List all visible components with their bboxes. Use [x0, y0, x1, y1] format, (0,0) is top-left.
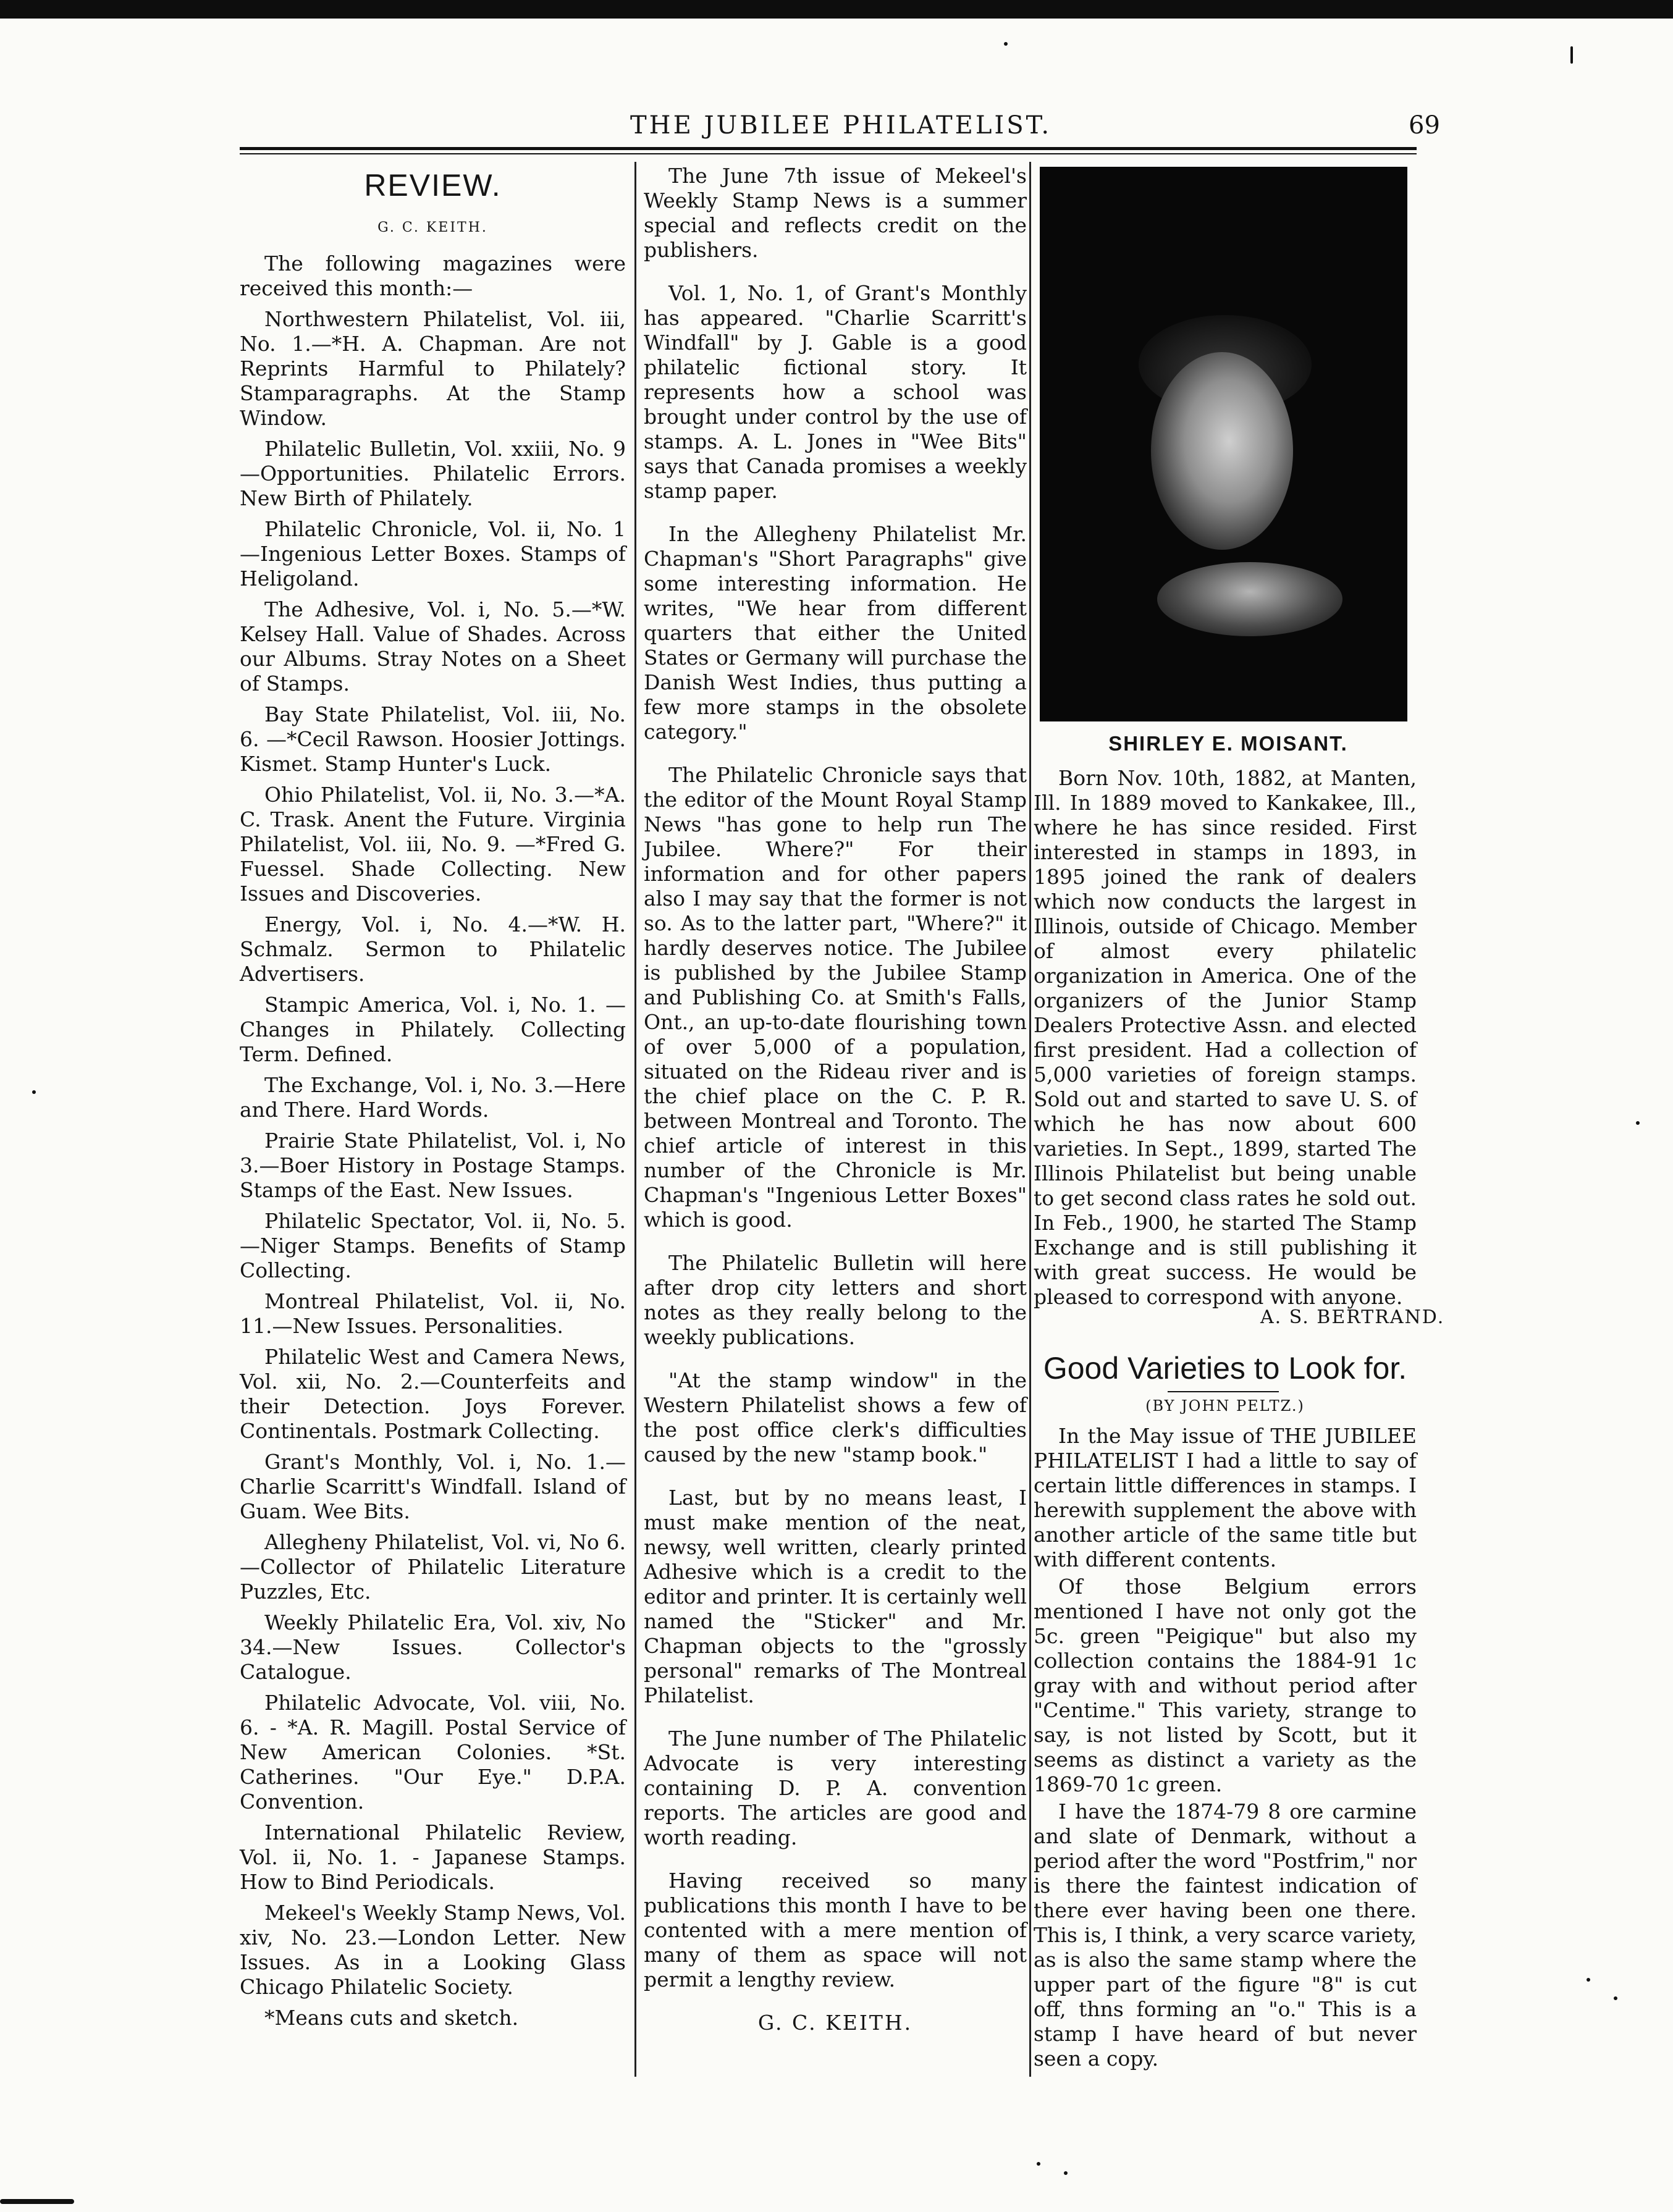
review-entry: Allegheny Philatelist, Vol. vi, No 6.—Collector of Philatelic Literature Puzzles, Etc. [240, 1530, 626, 1604]
portrait-collar [1157, 562, 1342, 636]
review-entry: International Philatelic Review, Vol. ii, No. 1. - Japanese Stamps. How to Bind Periodicals. [240, 1820, 626, 1894]
portrait-caption: SHIRLEY E. MOISANT. [1108, 732, 1348, 755]
good-varieties-rule [1168, 1391, 1279, 1392]
header-rule-thin [240, 153, 1417, 154]
scan-speck [1064, 2171, 1068, 2175]
scan-border-top [0, 0, 1673, 19]
review-entry: Energy, Vol. i, No. 4.—*W. H. Schmalz. Sermon to Philatelic Advertisers. [240, 912, 626, 986]
review-entry: Prairie State Philatelist, Vol. i, No 3.—Boer History in Postage Stamps. Stamps of the East. New Issues. [240, 1129, 626, 1202]
review-paragraph: The June number of The Philatelic Advocate is very interesting containing D. P. A. convention reports. The articles are good and worth reading. [644, 1726, 1027, 1849]
portrait-face [1151, 352, 1293, 550]
review-entry: Stampic America, Vol. i, No. 1. —Changes in Philately. Collecting Term. Defined. [240, 993, 626, 1066]
review-entry: The Adhesive, Vol. i, No. 5.—*W. Kelsey Hall. Value of Shades. Across our Albums. Stray Notes on a Sheet of Stamps. [240, 597, 626, 696]
scan-speck [1570, 46, 1573, 64]
column-divider-right [1029, 162, 1031, 2077]
good-varieties-byline: (BY JOHN PELTZ.) [1145, 1397, 1305, 1415]
review-entry: Philatelic West and Camera News, Vol. xii, No. 2.—Counterfeits and their Detection. Joys Forever. Continentals. Postmark Collecting. [240, 1345, 626, 1443]
good-varieties-paragraph: I have the 1874-79 8 ore carmine and slate of Denmark, without a period after the word "Postfrim," nor is there the faintest indication of there ever having been one there. This is, I think, a very scarce variety, as is also the same stamp where the upper part of the figure "8" is cut off, thns forming an "o." This is a stamp I have heard of but never seen a copy. [1034, 1799, 1417, 2071]
scan-speck [1037, 2162, 1040, 2166]
review-byline: G. C. KEITH. [377, 220, 488, 235]
page-number: 69 [1409, 111, 1440, 140]
scan-speck [0, 2199, 74, 2204]
review-entry: Northwestern Philatelist, Vol. iii, No. 1.—*H. A. Chapman. Are not Reprints Harmful to Philately? Stamparagraphs. At the Stamp Window. [240, 307, 626, 430]
review-paragraph: "At the stamp window" in the Western Philatelist shows a few of the post office clerk's difficulties caused by the new "stamp book." [644, 1368, 1027, 1466]
good-varieties-column [1034, 1424, 1417, 2074]
good-varieties-paragraph: In the May issue of THE JUBILEE PHILATELIST I had a little to say of certain little differences in stamps. I herewith supplement the above with another article of the same title but with different contents. [1034, 1424, 1417, 1571]
review-title: REVIEW. [364, 168, 502, 203]
scan-speck [1636, 1121, 1640, 1125]
review-entry: Weekly Philatelic Era, Vol. xiv, No 34.—New Issues. Collector's Catalogue. [240, 1610, 626, 1684]
review-column [240, 164, 626, 2037]
review-entry: Philatelic Spectator, Vol. ii, No. 5.—Niger Stamps. Benefits of Stamp Collecting. [240, 1209, 626, 1282]
review-entry: Montreal Philatelist, Vol. ii, No. 11.—New Issues. Personalities. [240, 1289, 626, 1338]
scan-speck [1004, 42, 1008, 46]
scan-speck [1614, 1996, 1617, 2000]
review-entry: Bay State Philatelist, Vol. iii, No. 6. —*Cecil Rawson. Hoosier Jottings. Kismet. Stamp Hunter's Luck. [240, 702, 626, 776]
review-paragraph: Vol. 1, No. 1, of Grant's Monthly has appeared. "Charlie Scarritt's Windfall" by J. Gable is a good philatelic fictional story. It represents how a school was brought under control by the use of stamps. A. L. Jones in "Wee Bits" says that Canada promises a weekly stamp paper. [644, 281, 1027, 503]
review-entry: The following magazines were received this month:— [240, 251, 626, 300]
good-varieties-title: Good Varieties to Look for. [1043, 1351, 1407, 1386]
review-paragraph: The Philatelic Chronicle says that the editor of the Mount Royal Stamp News "has gone to help run The Jubilee. Where?" For their information and for other papers also I may say that the former is not so. As to the latter part, "Where?" it hardly deserves notice. The Jubilee is published by the Jubilee Stamp and Publishing Co. at Smith's Falls, Ont., an up-to-date flourishing town of over 5,000 of a population, situated on the Rideau river and is the chief place on the C. P. R. between Montreal and Toronto. The chief article of interest in this number of the Chronicle is Mr. Chapman's "Ingenious Letter Boxes" which is good. [644, 763, 1027, 1232]
bio-signature: A. S. BERTRAND. [1260, 1306, 1445, 1328]
page-header [235, 99, 1625, 148]
review-continued-column [644, 164, 1027, 2035]
review-entry: Mekeel's Weekly Stamp News, Vol. xiv, No. 23.—London Letter. New Issues. As in a Looking Glass Chicago Philatelic Society. [240, 1901, 626, 1999]
scan-speck [32, 1090, 36, 1094]
review-entry: Grant's Monthly, Vol. i, No. 1.—Charlie Scarritt's Windfall. Island of Guam. Wee Bits. [240, 1450, 626, 1523]
good-varieties-paragraph: Of those Belgium errors mentioned I have not only got the 5c. green "Peigique" but also my collection contains the 1884-91 1c gray with and without period after "Centime." This variety, strange to say, is not listed by Scott, but it seems as distinct a variety as the 1869-70 1c green. [1034, 1575, 1417, 1796]
review-entry: Philatelic Chronicle, Vol. ii, No. 1—Ingenious Letter Boxes. Stamps of Heligoland. [240, 517, 626, 591]
review-entry: The Exchange, Vol. i, No. 3.—Here and There. Hard Words. [240, 1073, 626, 1122]
scan-speck [1587, 1978, 1590, 1982]
review-paragraph: The Philatelic Bulletin will here after drop city letters and short notes as they really belong to the weekly publications. [644, 1251, 1027, 1349]
review-footnote: *Means cuts and sketch. [264, 2006, 519, 2030]
header-rule-thick [240, 147, 1417, 150]
portrait-bio: Born Nov. 10th, 1882, at Manten, Ill. In 1889 moved to Kankakee, Ill., where he has since resided. First interested in stamps in 1893, in 1895 joined the rank of dealers which now conducts the largest in Illinois, outside of Chicago. Member of almost every philatelic organization in America. One of the organizers of the Junior Stamp Dealers Protective Assn. and elected first president. Had a collection of 5,000 varieties of foreign stamps. Sold out and started to save U. S. of which he has now about 600 varieties. In Sept., 1899, started The Illinois Philatelist but being unable to get second class rates he sold out. In Feb., 1900, he started The Stamp Exchange and is still publishing it with great success. He would be pleased to correspond with anyone. [1034, 766, 1417, 1309]
review-paragraph: The June 7th issue of Mekeel's Weekly Stamp News is a summer special and reflects credit on the publishers. [644, 164, 1027, 262]
review-paragraph: In the Allegheny Philatelist Mr. Chapman's "Short Paragraphs" give some interesting information. He writes, "We hear from different quarters that either the United States or Germany will purchase the Danish West Indies, thus putting a few more stamps in the obsolete category." [644, 522, 1027, 744]
portrait-photo [1040, 167, 1407, 721]
review-signature: G. C. KEITH. [757, 2011, 913, 2035]
column-divider-left [634, 162, 636, 2077]
review-entry: Philatelic Bulletin, Vol. xxiii, No. 9—Opportunities. Philatelic Errors. New Birth of Philately. [240, 437, 626, 510]
review-paragraph: Last, but by no means least, I must make mention of the neat, newsy, well written, clearly printed Adhesive which is a credit to the editor and printer. It is certainly well named the "Sticker" and Mr. Chapman objects to the "grossly personal" remarks of The Montreal Philatelist. [644, 1486, 1027, 1707]
review-entry: Philatelic Advocate, Vol. viii, No. 6. - *A. R. Magill. Postal Service of New American Colonies. *St. Catherines. "Our Eye." D.P.A. Convention. [240, 1691, 626, 1814]
review-paragraph: Having received so many publications this month I have to be contented with a mere mention of many of them as space will not permit a lengthy review. [644, 1869, 1027, 1991]
running-title: THE JUBILEE PHILATELIST. [630, 111, 1052, 140]
review-entry: Ohio Philatelist, Vol. ii, No. 3.—*A. C. Trask. Anent the Future. Virginia Philatelist, Vol. iii, No. 9. —*Fred G. Fuessel. Shade Collecting. New Issues and Discoveries. [240, 783, 626, 906]
